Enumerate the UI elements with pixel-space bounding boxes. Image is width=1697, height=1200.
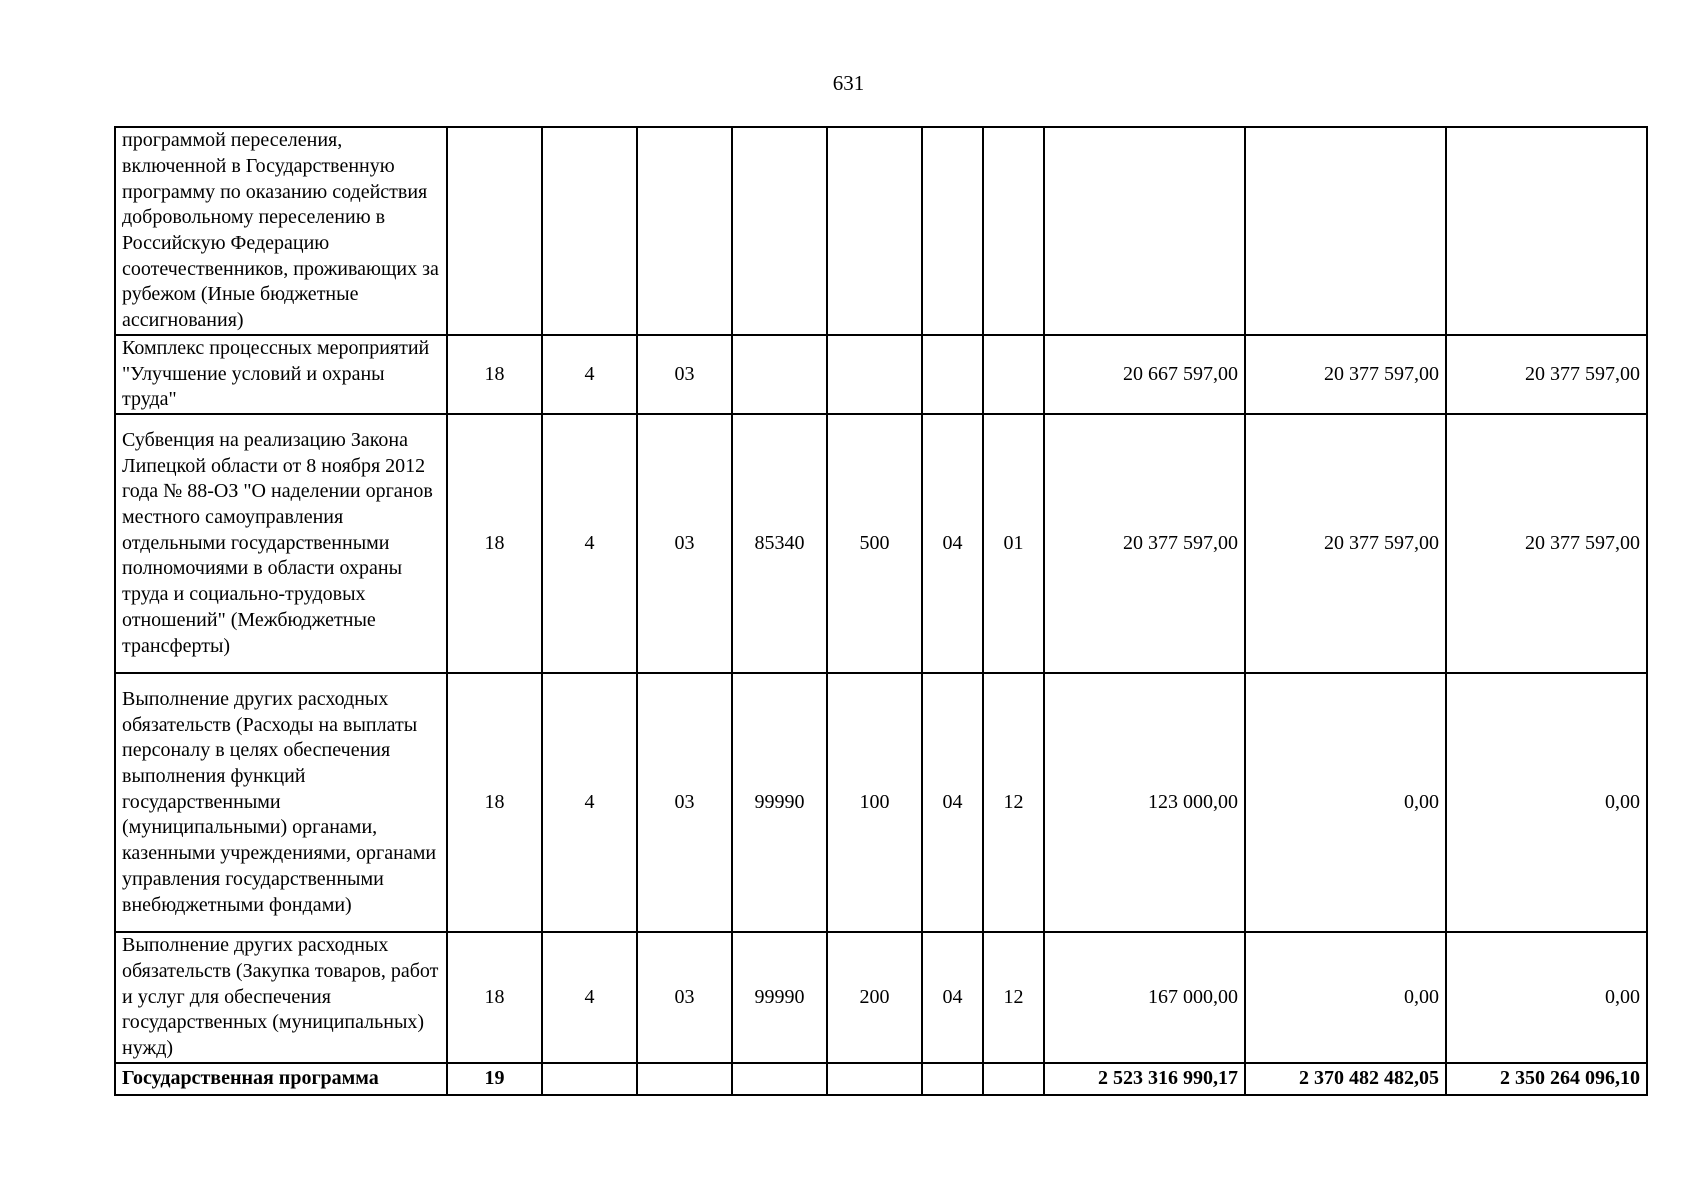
row-description: Выполнение других расходных обязательств (Расходы на выплаты персоналу в целях обеспечения выполнения функций государственными (муниципальными) органами, казенными учреждениями, органами управления государственными внебюджетными фондами) <box>115 673 447 932</box>
code-cell: 200 <box>827 932 922 1063</box>
code-cell <box>827 1063 922 1095</box>
code-cell <box>732 127 827 335</box>
amount-cell: 0,00 <box>1245 932 1446 1063</box>
code-cell: 99990 <box>732 673 827 932</box>
row-description: Выполнение других расходных обязательств (Закупка товаров, работ и услуг для обеспечения государственных (муниципальных) нужд) <box>115 932 447 1063</box>
code-cell: 4 <box>542 335 637 414</box>
table-row <box>115 414 1647 673</box>
code-cell: 4 <box>542 414 637 673</box>
amount-cell: 0,00 <box>1245 673 1446 932</box>
row-description: Комплекс процессных мероприятий "Улучшение условий и охраны труда" <box>115 335 447 414</box>
row-description: Субвенция на реализацию Закона Липецкой области от 8 ноября 2012 года № 88-ОЗ "О наделении органов местного самоуправления отдельными государственными полномочиями в области охраны труда и социально-трудовых отношений" (Межбюджетные трансферты) <box>115 414 447 673</box>
code-cell: 500 <box>827 414 922 673</box>
code-cell: 03 <box>637 932 732 1063</box>
table-row <box>115 335 1647 414</box>
code-cell: 18 <box>447 932 542 1063</box>
code-cell <box>983 127 1044 335</box>
amount-cell: 2 370 482 482,05 <box>1245 1063 1446 1095</box>
amount-cell <box>1245 127 1446 335</box>
code-cell: 04 <box>922 932 983 1063</box>
amount-cell: 123 000,00 <box>1044 673 1245 932</box>
code-cell: 19 <box>447 1063 542 1095</box>
code-cell: 03 <box>637 335 732 414</box>
code-cell <box>447 127 542 335</box>
amount-cell: 20 377 597,00 <box>1245 335 1446 414</box>
code-cell <box>637 127 732 335</box>
code-cell <box>983 1063 1044 1095</box>
code-cell: 03 <box>637 414 732 673</box>
amount-cell: 20 377 597,00 <box>1044 414 1245 673</box>
code-cell <box>542 127 637 335</box>
code-cell: 100 <box>827 673 922 932</box>
table-row <box>115 932 1647 1063</box>
total-row <box>115 1063 1647 1095</box>
code-cell <box>983 335 1044 414</box>
amount-cell: 20 377 597,00 <box>1446 414 1647 673</box>
code-cell: 99990 <box>732 932 827 1063</box>
amount-cell: 20 377 597,00 <box>1245 414 1446 673</box>
table-row <box>115 673 1647 932</box>
code-cell: 04 <box>922 414 983 673</box>
code-cell <box>732 335 827 414</box>
code-cell <box>922 127 983 335</box>
amount-cell: 0,00 <box>1446 673 1647 932</box>
code-cell: 03 <box>637 673 732 932</box>
code-cell: 18 <box>447 673 542 932</box>
code-cell: 4 <box>542 932 637 1063</box>
code-cell <box>827 335 922 414</box>
table-row <box>115 127 1647 335</box>
amount-cell: 0,00 <box>1446 932 1647 1063</box>
code-cell: 85340 <box>732 414 827 673</box>
code-cell: 01 <box>983 414 1044 673</box>
row-description: Государственная программа <box>115 1063 447 1095</box>
code-cell: 4 <box>542 673 637 932</box>
amount-cell: 20 377 597,00 <box>1446 335 1647 414</box>
code-cell <box>637 1063 732 1095</box>
amount-cell: 2 523 316 990,17 <box>1044 1063 1245 1095</box>
code-cell <box>922 1063 983 1095</box>
code-cell: 18 <box>447 335 542 414</box>
code-cell: 12 <box>983 932 1044 1063</box>
code-cell <box>827 127 922 335</box>
page-number: 631 <box>832 71 865 95</box>
amount-cell <box>1044 127 1245 335</box>
amount-cell: 20 667 597,00 <box>1044 335 1245 414</box>
code-cell <box>732 1063 827 1095</box>
code-cell <box>922 335 983 414</box>
budget-table <box>114 126 1648 1096</box>
row-description: программой переселения, включенной в Государственную программу по оказанию содействия добровольному переселению в Российскую Федерацию соотечественников, проживающих за рубежом (Иные бюджетные ассигнования) <box>115 127 447 335</box>
amount-cell: 2 350 264 096,10 <box>1446 1063 1647 1095</box>
code-cell: 12 <box>983 673 1044 932</box>
code-cell <box>542 1063 637 1095</box>
amount-cell <box>1446 127 1647 335</box>
code-cell: 18 <box>447 414 542 673</box>
amount-cell: 167 000,00 <box>1044 932 1245 1063</box>
code-cell: 04 <box>922 673 983 932</box>
